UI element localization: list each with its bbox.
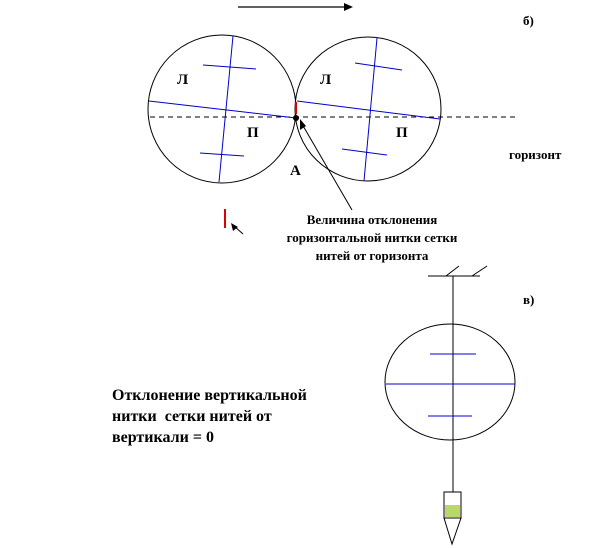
right-l-label: Л	[320, 72, 332, 88]
point-a-dot	[293, 115, 299, 121]
vertical-note-line-1: Отклонение вертикальной	[112, 387, 307, 404]
deviation-note-line-3: нитей от горизонта	[315, 248, 429, 263]
panel-b-label: б)	[523, 13, 534, 28]
right-upper-stadia	[355, 63, 402, 70]
right-lower-stadia	[342, 149, 387, 155]
left-horizontal-thread	[149, 101, 296, 118]
point-a-label: А	[290, 163, 301, 179]
suspension-bar	[428, 266, 487, 276]
vertical-note-line-2: нитки сетки нитей от	[112, 408, 272, 425]
left-p-label: П	[247, 125, 259, 141]
vertical-note	[112, 385, 307, 448]
leader-arrow	[300, 119, 352, 210]
right-p-label: П	[396, 125, 408, 141]
direction-arrow	[238, 3, 353, 11]
plumb-bob	[444, 492, 461, 544]
left-reticle	[148, 35, 296, 183]
panel-v-label: в)	[523, 292, 535, 307]
plumb-reticle	[385, 324, 515, 440]
vertical-note-line-3: вертикали = 0	[112, 429, 214, 446]
horizon-label: горизонт	[509, 147, 562, 162]
sample-pointer-arrow	[231, 223, 243, 234]
deviation-note-line-2: горизонтальной нитки сетки	[286, 230, 458, 245]
deviation-note	[262, 211, 482, 265]
deviation-note-line-1: Величина отклонения	[306, 212, 438, 227]
right-reticle	[295, 37, 441, 181]
left-l-label: Л	[177, 72, 189, 88]
right-horizontal-thread	[297, 101, 440, 119]
